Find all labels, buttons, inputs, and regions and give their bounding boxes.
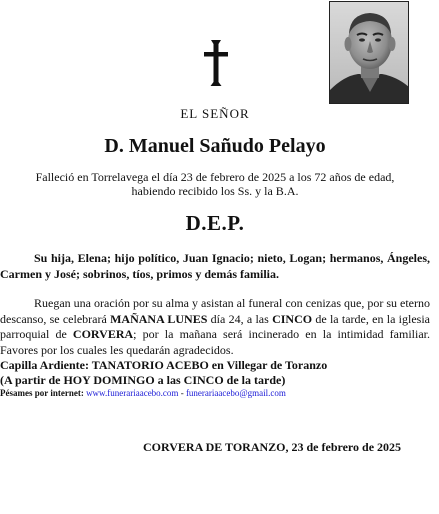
funeral-day: MAÑANA LUNES [110, 311, 208, 326]
separator: - [180, 388, 184, 398]
chapel-hours: (A partir de HOY DOMINGO a las CINCO de la tarde) [0, 373, 286, 387]
family-text: Su hija, Elena; hijo político, Juan Ignacio; nieto, Logan; hermanos, Ángeles, Carmen y José; sobrinos, tíos, primos y demás familia. [0, 251, 430, 281]
funeral-place: CORVERA [72, 327, 134, 341]
title-label: EL SEÑOR [180, 106, 250, 121]
condolences-label: Pésames por internet: [0, 388, 84, 398]
funeral-text: ; por la mañana será incinerado en la intimidad familiar. Favores por los cuales les quedarán agradecidos. [0, 327, 430, 357]
place-date: CORVERA DE TORANZO, 23 de febrero de 2025 [143, 440, 402, 454]
funeral-text: día 24, a las [207, 311, 273, 326]
portrait-photo [329, 1, 409, 104]
chapel-line: Capilla Ardiente: TANATORIO ACEBO en Villegar de Toranzo [0, 358, 328, 372]
condolences-line [0, 388, 286, 398]
funeral-paragraph [0, 296, 430, 358]
rest-in-peace: D.E.P. [185, 211, 245, 235]
death-info-line: Falleció en Torrelavega el día 23 de febrero de 2025 a los 72 años de edad, [35, 170, 395, 184]
funeral-hour: CINCO [272, 311, 313, 326]
email-link[interactable]: funerariaacebo@gmail.com [185, 388, 286, 398]
funeral-text: de la tarde, en la iglesia parroquial de [0, 311, 430, 341]
funeral-text: Ruegan una oración por su alma y asistan al funeral con cenizas que, por su eterno descanso, se celebrará [0, 296, 430, 326]
death-info [0, 170, 430, 198]
death-info-line: habiendo recibido los Ss. y la B.A. [131, 184, 299, 198]
family-paragraph [0, 251, 430, 282]
website-link[interactable]: www.funerariaacebo.com [86, 388, 179, 398]
latin-cross-icon [203, 40, 229, 86]
chapel-info [0, 358, 327, 388]
deceased-name: D. Manuel Sañudo Pelayo [104, 135, 326, 157]
